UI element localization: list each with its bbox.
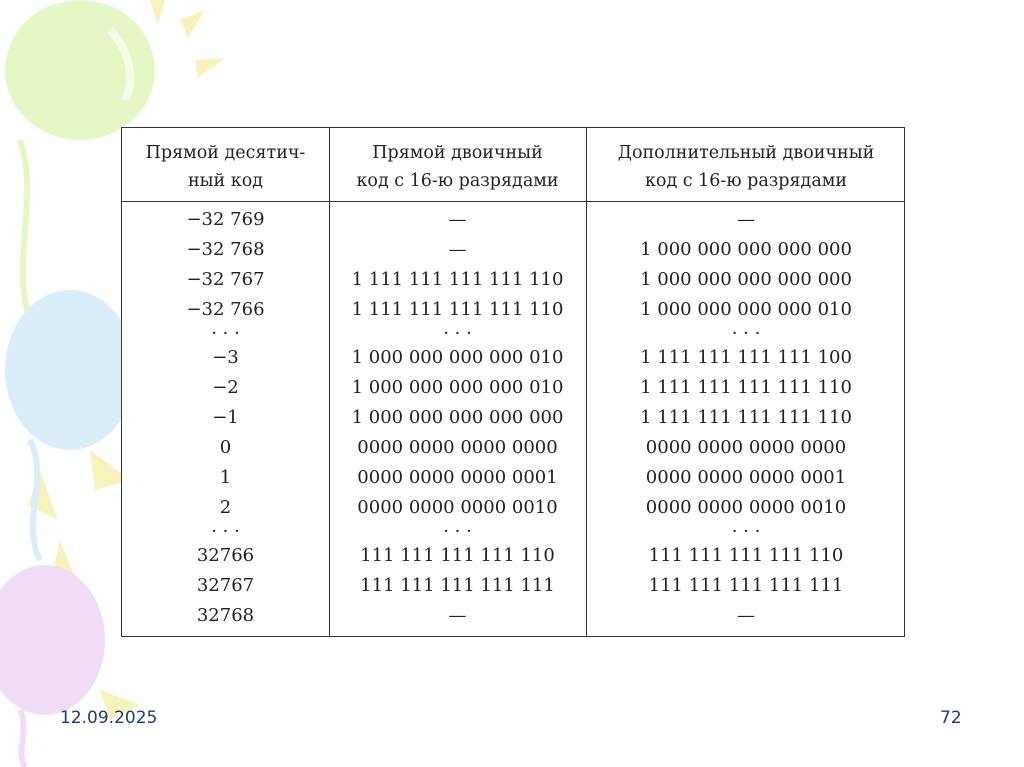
- complement-binary-cell: 111 111 111 111 111: [648, 575, 844, 596]
- direct-binary-cell: 0000 0000 0000 0001: [357, 467, 558, 488]
- table-row: [122, 374, 904, 402]
- direct-binary-cell: 1 000 000 000 000 010: [351, 347, 564, 368]
- decimal-cell: 32768: [196, 605, 255, 626]
- binary-code-table: [121, 127, 905, 637]
- purple-balloon-decoration: [0, 565, 105, 767]
- decimal-cell: −32 767: [186, 269, 265, 290]
- header-decimal-code: [122, 136, 329, 198]
- complement-binary-cell: 0000 0000 0000 0001: [645, 467, 847, 488]
- decimal-cell: 1: [219, 467, 232, 488]
- direct-binary-cell: 1 000 000 000 000 000: [351, 407, 564, 428]
- complement-binary-cell: · · ·: [731, 521, 761, 542]
- direct-binary-cell: 1 111 111 111 111 110: [351, 299, 564, 320]
- slide-page-number: 72: [940, 708, 962, 728]
- decimal-cell: −3: [212, 347, 239, 368]
- direct-binary-cell: · · ·: [443, 323, 472, 344]
- complement-binary-cell: 1 111 111 111 111 100: [640, 347, 852, 368]
- decimal-cell: −32 768: [186, 239, 265, 260]
- direct-binary-cell: 111 111 111 111 111: [360, 575, 555, 596]
- complement-binary-cell: 1 000 000 000 000 000: [640, 239, 852, 260]
- decimal-cell: −2: [212, 377, 239, 398]
- decimal-cell: −32 766: [186, 299, 265, 320]
- header-divider: [122, 201, 904, 202]
- direct-binary-cell: —: [448, 209, 467, 230]
- complement-binary-cell: 111 111 111 111 110: [648, 545, 844, 566]
- direct-binary-cell: 111 111 111 111 110: [360, 545, 555, 566]
- header-line: Прямой десятич-: [145, 143, 306, 163]
- decimal-cell: 2: [219, 497, 232, 518]
- complement-binary-cell: —: [737, 605, 755, 626]
- table-row: [122, 542, 904, 570]
- header-direct-binary-code: [329, 136, 586, 198]
- complement-binary-cell: 1 111 111 111 111 110: [640, 407, 852, 428]
- decimal-cell: · · ·: [211, 323, 240, 344]
- complement-binary-cell: —: [737, 209, 755, 230]
- header-line: код с 16-ю разрядами: [356, 171, 559, 191]
- table-row: [122, 434, 904, 462]
- table-row: [122, 206, 904, 234]
- complement-binary-cell: 0000 0000 0000 0000: [645, 437, 847, 458]
- direct-binary-cell: · · ·: [443, 521, 472, 542]
- direct-binary-cell: —: [448, 605, 467, 626]
- direct-binary-cell: 0000 0000 0000 0010: [357, 497, 558, 518]
- decimal-cell: 32767: [196, 575, 255, 596]
- complement-binary-cell: · · ·: [731, 323, 761, 344]
- header-line: код с 16-ю разрядами: [644, 171, 848, 191]
- direct-binary-cell: 1 111 111 111 111 110: [351, 269, 564, 290]
- complement-binary-cell: 1 111 111 111 111 110: [640, 377, 852, 398]
- header-line: Прямой двоичный: [372, 143, 543, 163]
- complement-binary-cell: 0000 0000 0000 0010: [645, 497, 847, 518]
- direct-binary-cell: —: [448, 239, 467, 260]
- table-row: [122, 602, 904, 630]
- slide-date: 12.09.2025: [60, 708, 158, 728]
- complement-binary-cell: 1 000 000 000 000 000: [640, 269, 852, 290]
- table-row: [122, 236, 904, 264]
- table-row: [122, 344, 904, 372]
- table-row: [122, 404, 904, 432]
- decimal-cell: 0: [219, 437, 232, 458]
- decimal-cell: · · ·: [211, 521, 240, 542]
- blue-balloon-decoration: [5, 290, 135, 560]
- direct-binary-cell: 0000 0000 0000 0000: [357, 437, 558, 458]
- decimal-cell: 32766: [196, 545, 255, 566]
- table-row: [122, 572, 904, 600]
- table-row: [122, 266, 904, 294]
- table-row: [122, 464, 904, 492]
- header-line: ный код: [187, 171, 264, 191]
- header-line: Дополнительный двоичный: [617, 143, 875, 163]
- direct-binary-cell: 1 000 000 000 000 010: [351, 377, 564, 398]
- decimal-cell: −1: [212, 407, 239, 428]
- header-complement-binary-code: [586, 136, 906, 198]
- decimal-cell: −32 769: [186, 209, 265, 230]
- complement-binary-cell: 1 000 000 000 000 010: [640, 299, 852, 320]
